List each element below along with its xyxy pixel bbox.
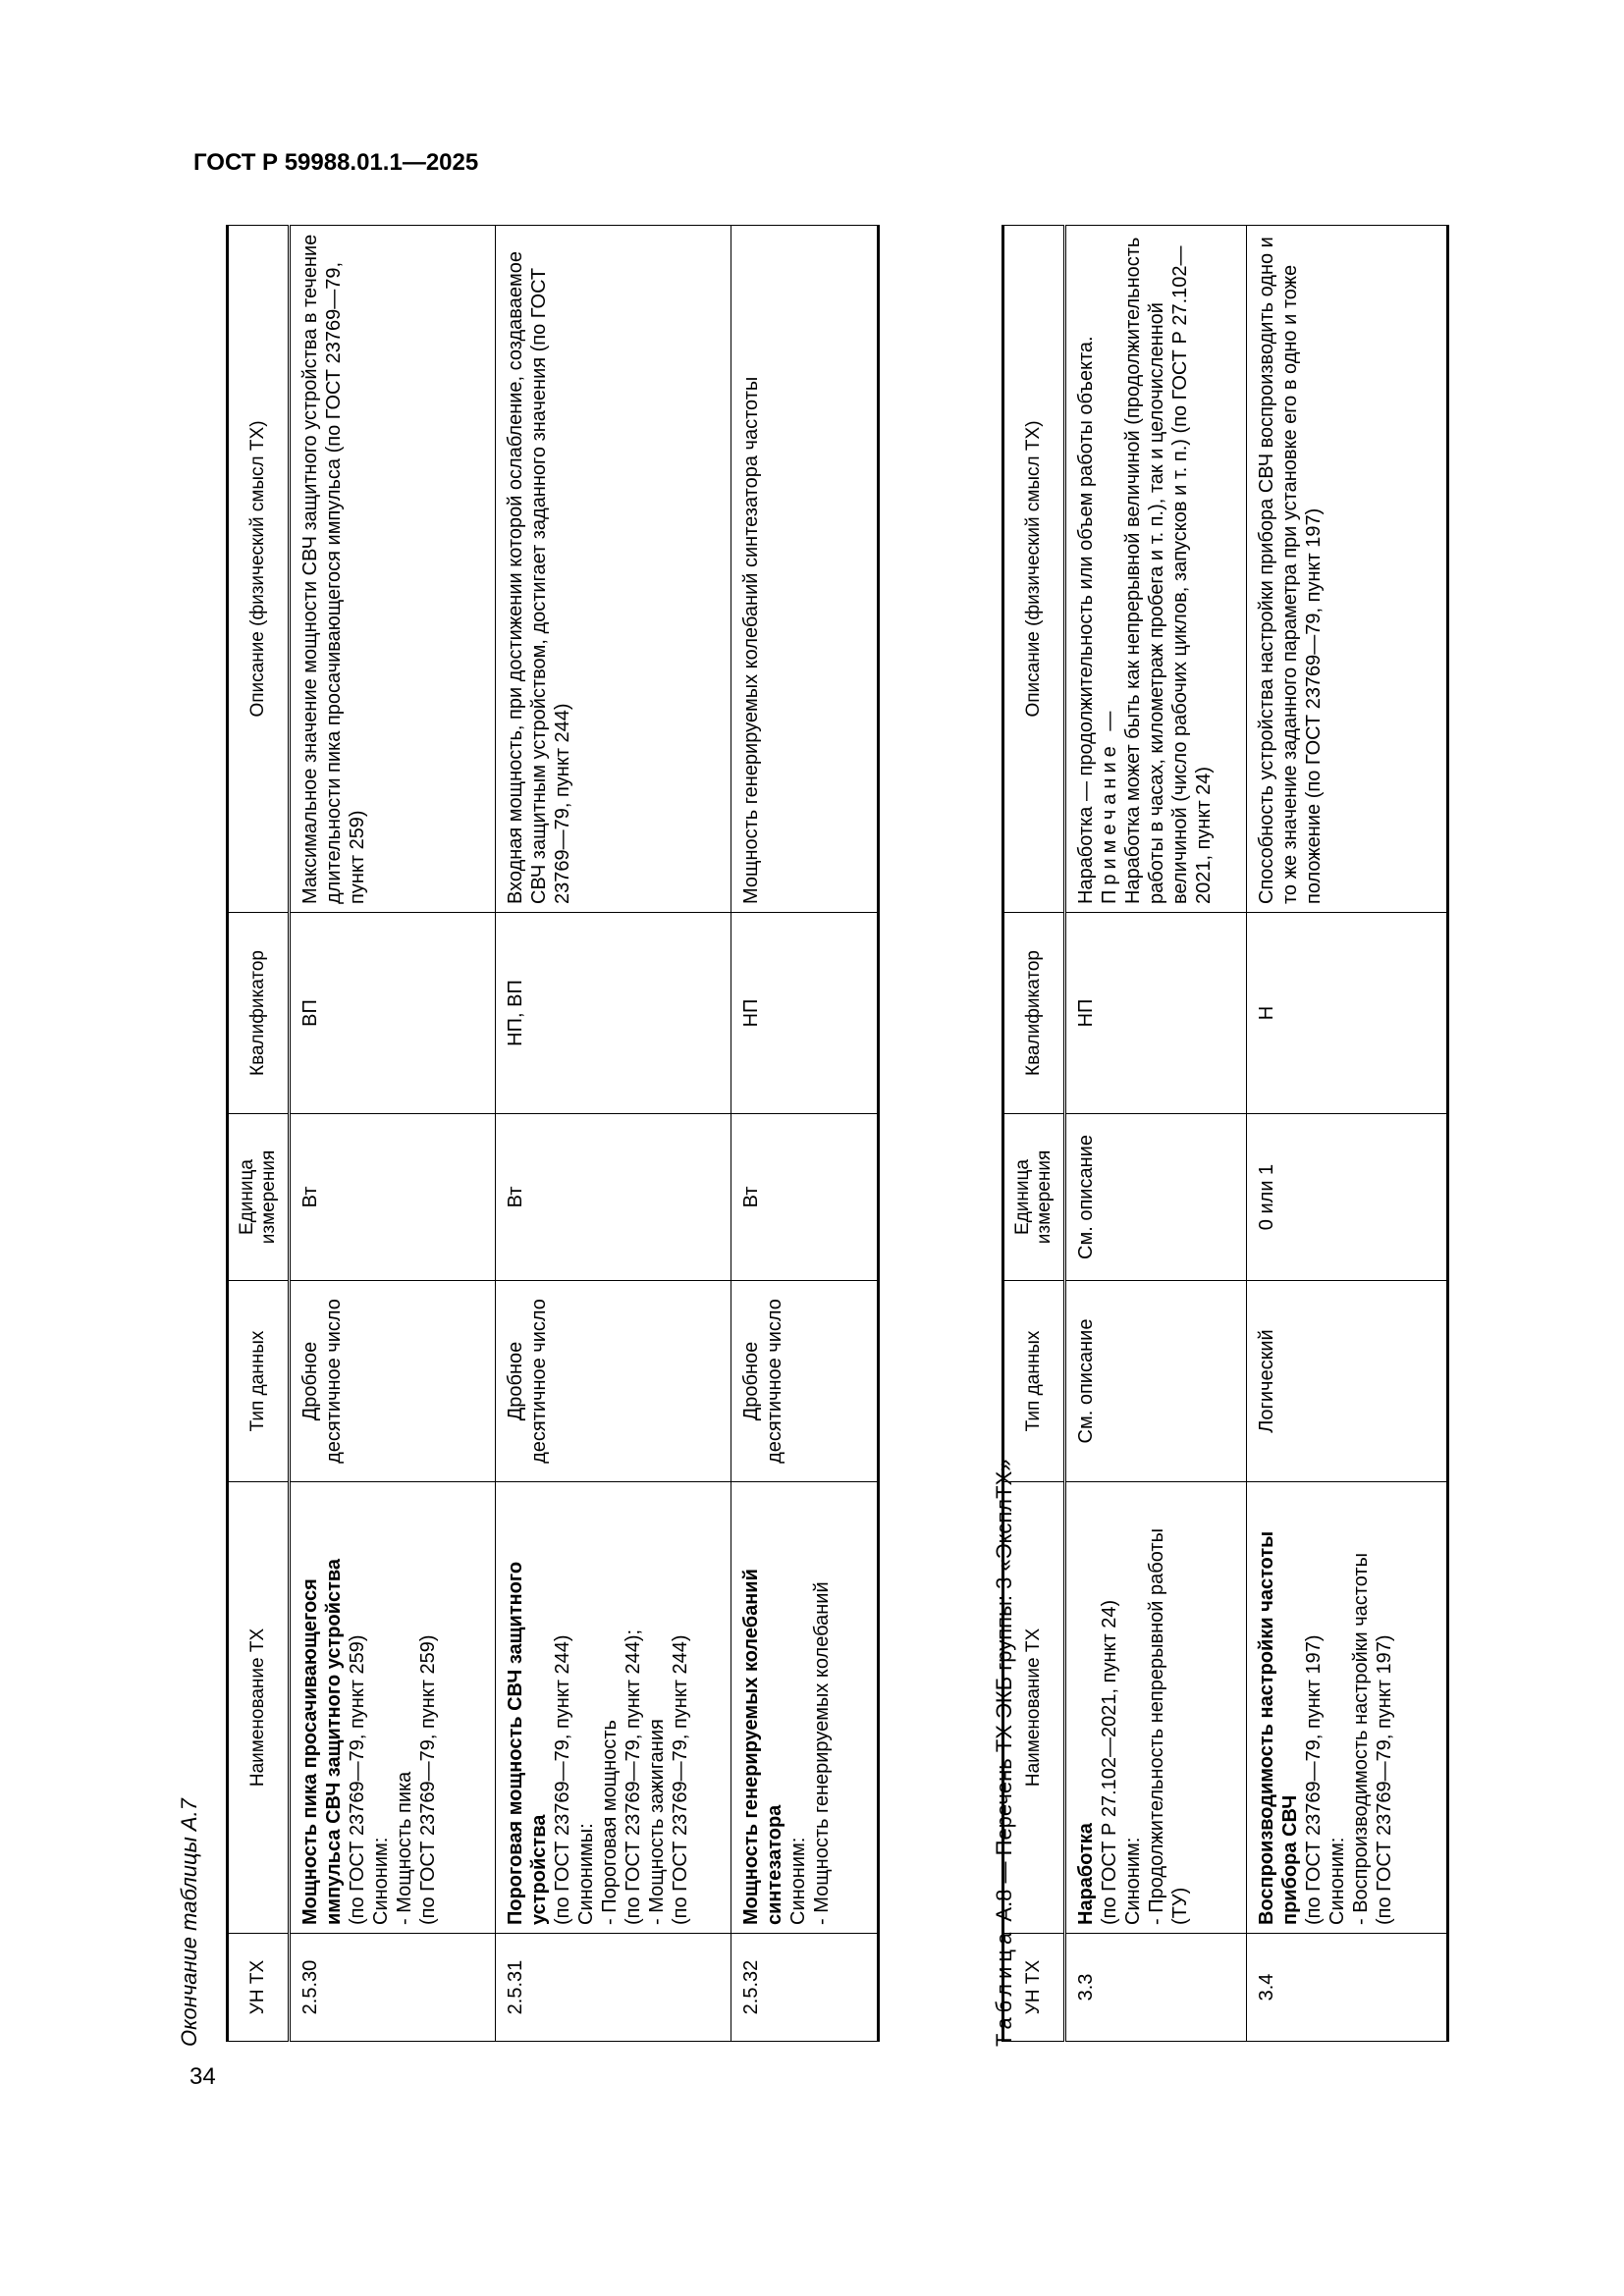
col-header-qualifier: Квалификатор <box>228 913 290 1114</box>
row-unit: Вт <box>496 1114 731 1281</box>
row-id: 2.5.31 <box>496 1934 731 2042</box>
col-header-description: Описание (физический смысл ТХ) <box>1003 226 1065 913</box>
col-header-qualifier: Квалификатор <box>1003 913 1065 1114</box>
name-line: - Пороговая мощность <box>599 1720 621 1925</box>
col-header-description: Описание (физический смысл ТХ) <box>228 226 290 913</box>
name-line: - Мощность пика <box>394 1771 415 1925</box>
page-number: 34 <box>189 2063 216 2090</box>
row-id: 3.3 <box>1065 1934 1247 2042</box>
row-qualifier: Н <box>1247 913 1448 1114</box>
name-line: (по ГОСТ 23769—79, пункт 197) <box>1303 1634 1325 1925</box>
row-name <box>1065 1482 1247 1934</box>
row-unit: Вт <box>731 1114 879 1281</box>
table-row <box>731 226 879 2042</box>
row-description <box>1065 226 1247 913</box>
name-line: Синонимы: <box>575 1823 597 1925</box>
name-line: (по ГОСТ 23769—79, пункт 244) <box>670 1634 691 1925</box>
row-qualifier: НП <box>1065 913 1247 1114</box>
table2-caption-prefix: Таблица <box>992 1927 1016 2047</box>
table-row <box>1247 226 1448 2042</box>
name-line: (по ГОСТ 23769—79, пункт 244) <box>552 1634 573 1925</box>
col-header-id: УН ТХ <box>228 1934 290 2042</box>
name-line: (по ГОСТ Р 27.102—2021, пункт 24) <box>1099 1599 1120 1925</box>
name-line: Синоним: <box>370 1837 392 1925</box>
row-unit: 0 или 1 <box>1247 1114 1448 1281</box>
row-id: 2.5.30 <box>290 1934 496 2042</box>
row-description: Мощность генерируемых колебаний синтезатора частоты <box>731 226 879 913</box>
row-id: 3.4 <box>1247 1934 1448 2042</box>
row-type: Логический <box>1247 1281 1448 1482</box>
name-line: Синоним: <box>1122 1837 1144 1925</box>
table1-caption: Окончание таблицы А.7 <box>177 1798 201 2047</box>
row-name <box>290 1482 496 1934</box>
table2 <box>1001 226 1449 2042</box>
row-unit: Вт <box>290 1114 496 1281</box>
row-name <box>496 1482 731 1934</box>
table1-header-row <box>228 226 290 2042</box>
desc-note: Наработка может быть как непрерывной величиной (продолжительность работы в часах, километраж пробега и т. п.), так и целочисленной величиной (число рабочих циклов, запусков и т. п.) (по ГОСТ Р 27.102—2021, пункт 24) <box>1122 237 1215 904</box>
table-row <box>1065 226 1247 2042</box>
desc-main: Наработка — продолжительность или объем работы объекта. <box>1075 336 1097 904</box>
row-name <box>1247 1482 1448 1934</box>
row-description: Входная мощность, при достижении которой ослабление, создаваемое СВЧ защитным устройством, достигает заданного значения (по ГОСТ 23769—79, пункт 244) <box>496 226 731 913</box>
col-header-unit: Единица измерения <box>1003 1114 1065 1281</box>
row-type: Дробное десятичное число <box>731 1281 879 1482</box>
table-row <box>496 226 731 2042</box>
desc-note-label: Примечание — <box>1099 706 1120 904</box>
name-line: - Продолжительность непрерывной работы (ТУ) <box>1146 1528 1191 1925</box>
name-line: - Мощность зажигания <box>646 1719 668 1925</box>
col-header-name: Наименование ТХ <box>228 1482 290 1934</box>
row-type: Дробное десятичное число <box>496 1281 731 1482</box>
row-name-bold: Наработка <box>1075 1823 1097 1925</box>
row-type: См. описание <box>1065 1281 1247 1482</box>
table2-grid <box>1001 225 1449 2042</box>
row-type: Дробное десятичное число <box>290 1281 496 1482</box>
name-line: (по ГОСТ 23769—79, пункт 244); <box>623 1629 644 1925</box>
row-qualifier: ВП <box>290 913 496 1114</box>
name-line: Синоним: <box>1326 1837 1348 1925</box>
row-qualifier: НП, ВП <box>496 913 731 1114</box>
col-header-type: Тип данных <box>228 1281 290 1482</box>
row-unit: См. описание <box>1065 1114 1247 1281</box>
table-row <box>290 226 496 2042</box>
table2-header-row <box>1003 226 1065 2042</box>
name-line: (по ГОСТ 23769—79, пункт 259) <box>417 1634 439 1925</box>
row-name <box>731 1482 879 1934</box>
row-id: 2.5.32 <box>731 1934 879 2042</box>
row-name-bold: Воспроизводимость настройки частоты прибора СВЧ <box>1256 1530 1301 1925</box>
col-header-name: Наименование ТХ <box>1003 1482 1065 1934</box>
name-line: - Воспроизводимость настройки частоты <box>1350 1553 1372 1925</box>
col-header-id: УН ТХ <box>1003 1934 1065 2042</box>
row-name-bold: Мощность генерируемых колебаний синтезатора <box>740 1569 785 1925</box>
document-header: ГОСТ Р 59988.01.1—2025 <box>193 149 479 176</box>
table1-grid <box>226 225 880 2042</box>
table2-caption-text: А.8 — Перечень ТХ ЭКБ группы: 3 «ЭксплТХ» <box>992 1459 1016 1922</box>
col-header-type: Тип данных <box>1003 1281 1065 1482</box>
col-header-unit: Единица измерения <box>228 1114 290 1281</box>
row-qualifier: НП <box>731 913 879 1114</box>
name-line: - Мощность генерируемых колебаний <box>811 1581 833 1925</box>
name-line: (по ГОСТ 23769—79, пункт 259) <box>347 1634 368 1925</box>
name-line: Синоним: <box>787 1837 809 1925</box>
row-name-bold: Пороговая мощность СВЧ защитного устройства <box>505 1561 550 1925</box>
name-line: (по ГОСТ 23769—79, пункт 197) <box>1374 1634 1395 1925</box>
row-name-bold: Мощность пика просачивающегося импульса СВЧ защитного устройства <box>299 1558 345 1925</box>
table1 <box>226 226 880 2042</box>
row-description: Способность устройства настройки прибора СВЧ воспроизводить одно и то же значение заданного параметра при установке его в одно и тоже положение (по ГОСТ 23769—79, пункт 197) <box>1247 226 1448 913</box>
row-description: Максимальное значение мощности СВЧ защитного устройства в течение длительности пика просачивающегося импульса (по ГОСТ 23769—79, пункт 259) <box>290 226 496 913</box>
